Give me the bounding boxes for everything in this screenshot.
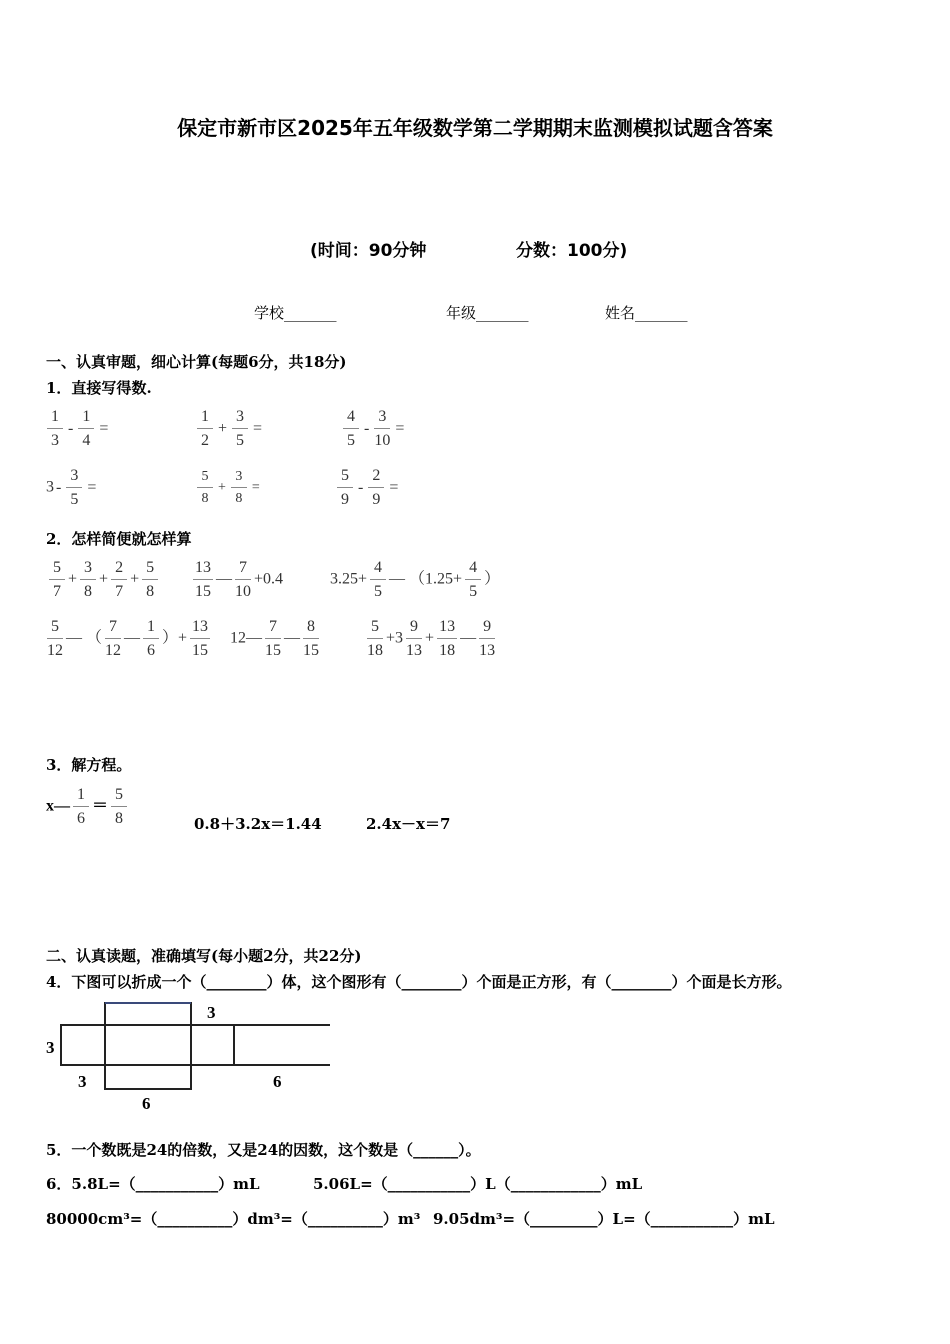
q2-r1-e3: 3.25+ $\frac{4}{5}$ — （1.25+ $\frac{4}{5}$ ） <box>330 559 501 600</box>
q1-r2-e2: $\frac{5}{8}$ + $\frac{3}{8}$ = <box>194 470 262 506</box>
q3-e1: x— $\frac{1}{6}$ ＝ $\frac{5}{8}$ <box>46 787 130 827</box>
q3-e3: 2.4x－x＝7 <box>366 815 451 833</box>
net-label-bottom: 6 <box>142 1094 151 1113</box>
net-label-top: 3 <box>207 1003 216 1022</box>
net-label-bottom-left: 3 <box>78 1072 87 1091</box>
q3-e2: 0.8＋3.2x＝1.44 <box>194 815 322 833</box>
q2-label: 2．怎样简便就怎样算 <box>46 530 192 548</box>
q1-r1-e1: $\frac{1}{3}$ - $\frac{1}{4}$ = <box>44 409 110 449</box>
q5-text: 5．一个数既是24的倍数，又是24的因数，这个数是（______）。 <box>46 1141 481 1159</box>
q6-line2b: 9.05dm³=（_________）L=（___________）mL <box>433 1210 775 1228</box>
score-info: 分数：100分) <box>516 241 628 261</box>
q4-text: 4．下图可以折成一个（________）体，这个图形有（________）个面是正方形，有（________）个面是长方形。 <box>46 973 792 991</box>
grade-field: 年级_______ <box>446 304 529 322</box>
q1-label: 1．直接写得数. <box>46 379 152 397</box>
q6-line2a: 80000cm³=（__________）dm³=（__________）m³ <box>46 1210 421 1228</box>
net-label-right: 6 <box>273 1072 282 1091</box>
q1-r2-e1: 3 - $\frac{3}{5}$ = <box>46 467 97 508</box>
page-title: 保定市新市区2025年五年级数学第二学期期末监测模拟试题含答案 <box>177 116 773 140</box>
net-strip <box>61 1025 330 1065</box>
net-label-left: 3 <box>46 1038 55 1057</box>
section1-heading: 一、认真审题，细心计算(每题6分，共18分) <box>46 353 347 371</box>
q6-line1b: 5.06L=（___________）L（____________）mL <box>313 1175 643 1193</box>
q1-r2-e3: $\frac{5}{9}$ - $\frac{2}{9}$ = <box>334 468 400 508</box>
section2-heading: 二、认真读题，准确填写(每小题2分，共22分) <box>46 947 362 965</box>
time-info: (时间：90分钟 <box>310 241 427 261</box>
name-field: 姓名_______ <box>605 304 688 322</box>
q2-r1-e2: $\frac{13}{15}$ — $\frac{7}{10}$ +0.4 <box>195 559 284 600</box>
q1-r1-e3: $\frac{4}{5}$ - $\frac{3}{10}$ = <box>340 409 406 449</box>
q2-r2-e2: 12— $\frac{7}{15}$ — $\frac{8}{15}$ <box>230 618 319 659</box>
q3-label: 3．解方程。 <box>46 756 132 774</box>
q1-r1-e2: $\frac{1}{2}$ + $\frac{3}{5}$ = <box>194 409 264 449</box>
q2-r1-e1: $\frac{5}{7}$ + $\frac{3}{8}$ + $\frac{2}{7}$ + $\frac{5}{8}$ <box>46 560 161 600</box>
q2-r2-e1: $\frac{5}{12}$ — （ $\frac{7}{12}$ — $\frac{1}{6}$ ）+ $\frac{13}{15}$ <box>47 618 209 659</box>
q6-line1a: 6．5.8L=（___________）mL <box>46 1175 260 1193</box>
net-square-face <box>105 1003 191 1089</box>
cuboid-net-figure <box>40 998 330 1113</box>
q2-r2-e3: $\frac{5}{18}$ +3 $\frac{9}{13}$ + $\frac{13}{18}$ — $\frac{9}{13}$ <box>367 618 496 659</box>
school-field: 学校_______ <box>254 304 337 322</box>
